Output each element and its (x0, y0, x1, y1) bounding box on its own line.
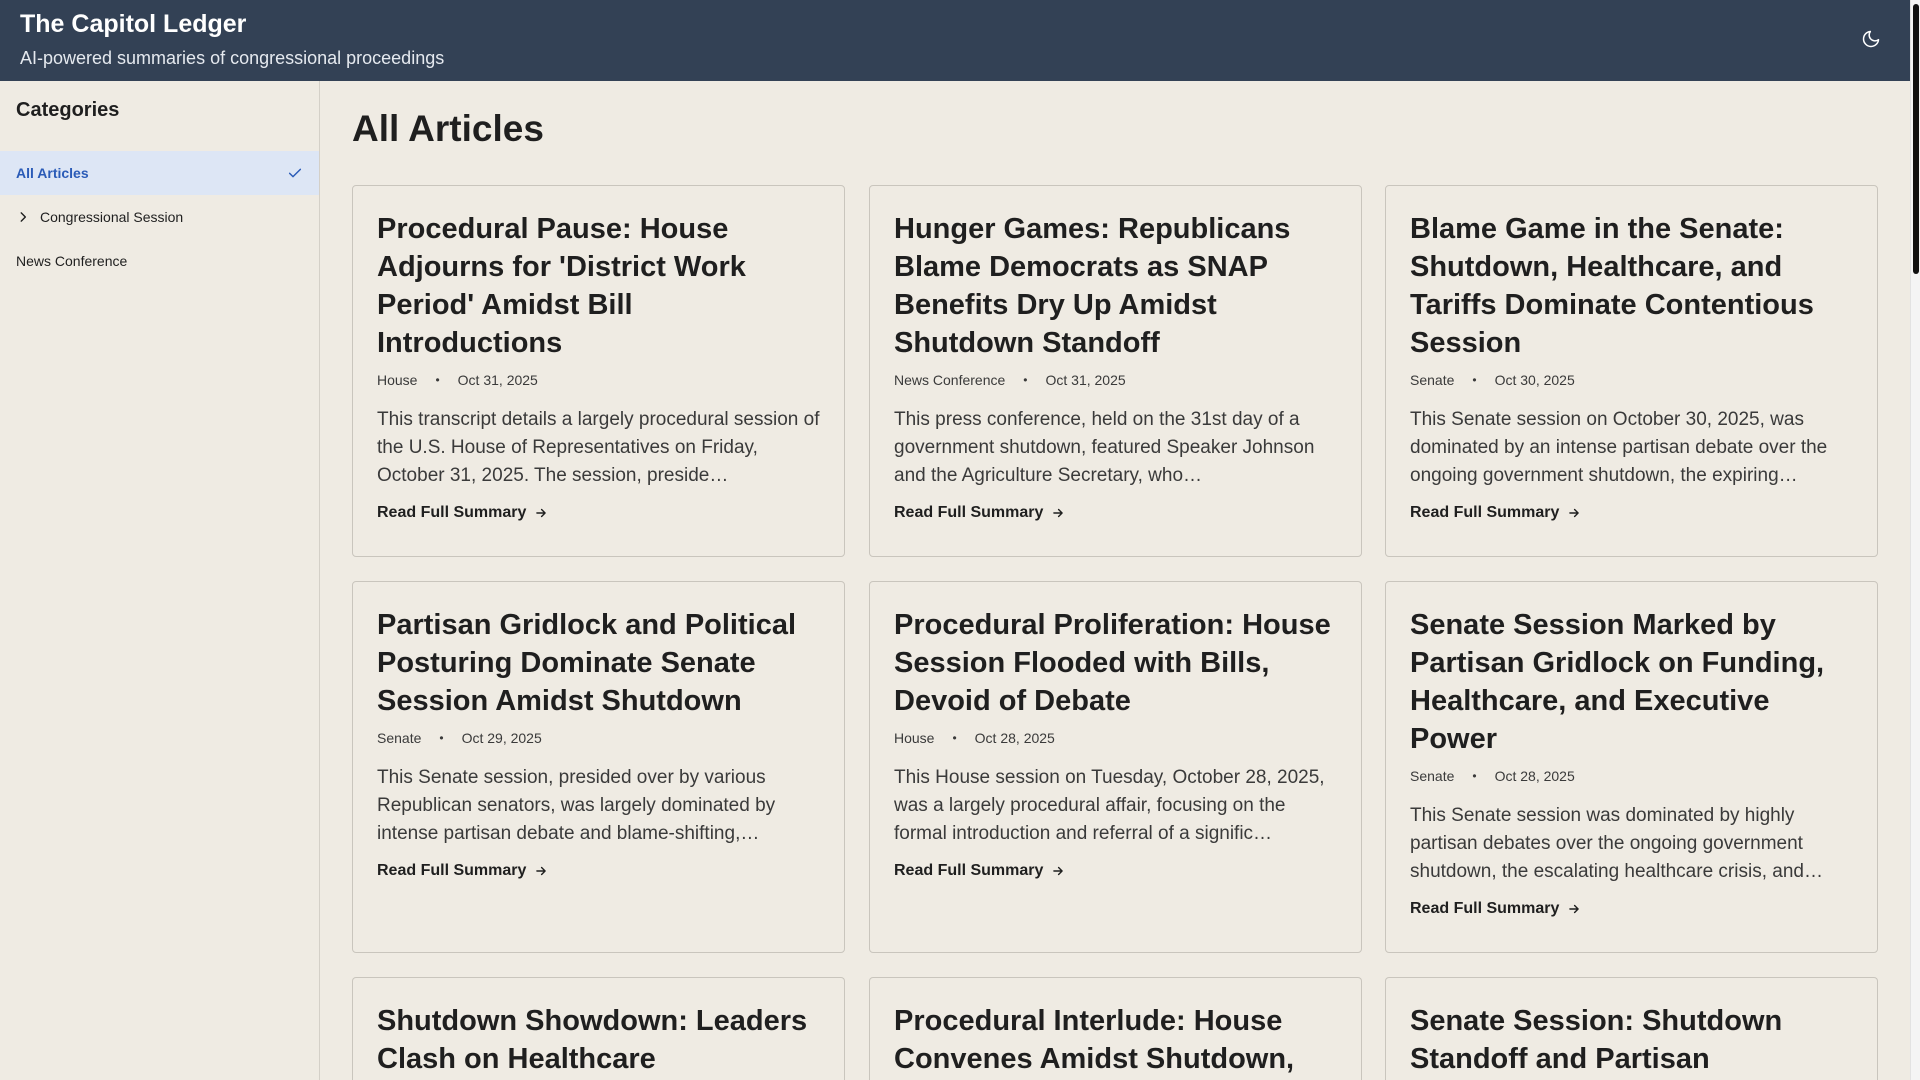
read-more-label: Read Full Summary (377, 862, 527, 879)
sidebar-item-news-conference[interactable] (0, 239, 319, 283)
article-card[interactable] (869, 581, 1362, 953)
article-card[interactable] (352, 185, 845, 557)
article-meta (377, 372, 820, 388)
sidebar-item-label: News Conference (16, 253, 128, 269)
article-category: News Conference (894, 372, 1006, 388)
read-more-label: Read Full Summary (894, 862, 1044, 879)
article-title[interactable]: Blame Game in the Senate: Shutdown, Healthcare, and Tariffs Dominate Contentious Session (1410, 213, 1814, 359)
article-summary: This Senate session, presided over by various Republican senators, was largely dominated by intense partisan debate and blame-shifting,… (377, 767, 776, 844)
meta-separator: • (1472, 769, 1477, 783)
article-category: Senate (1410, 372, 1455, 388)
article-title[interactable]: Partisan Gridlock and Political Posturing Dominate Senate Session Amidst Shutdown (377, 609, 797, 717)
article-card[interactable] (1385, 185, 1878, 557)
moon-icon (1861, 29, 1881, 54)
categories-sidebar (0, 81, 320, 1080)
arrow-right-icon (1567, 506, 1581, 520)
site-subtitle: AI-powered summaries of congressional proceedings (20, 48, 445, 68)
sidebar-item-all-articles[interactable] (0, 151, 319, 195)
article-date: Oct 31, 2025 (457, 372, 538, 388)
meta-separator: • (1023, 373, 1028, 387)
scrollbar-thumb[interactable] (1913, 4, 1919, 274)
article-title[interactable]: Hunger Games: Republicans Blame Democrats as SNAP Benefits Dry Up Amidst Shutdown Standoff (894, 213, 1291, 359)
read-more-label: Read Full Summary (377, 504, 527, 521)
read-full-summary-link[interactable] (377, 862, 548, 880)
article-title[interactable]: Shutdown Showdown: Leaders Clash on Healthcare (377, 1005, 808, 1075)
arrow-right-icon (1051, 864, 1065, 878)
article-date: Oct 31, 2025 (1045, 372, 1126, 388)
article-title[interactable]: Procedural Proliferation: House Session Flooded with Bills, Devoid of Debate (894, 609, 1331, 717)
article-category: House (377, 372, 418, 388)
article-meta (1410, 768, 1853, 784)
read-full-summary-link[interactable] (377, 504, 548, 522)
article-card[interactable] (869, 185, 1362, 557)
article-category: House (894, 730, 935, 746)
article-meta (894, 372, 1337, 388)
article-date: Oct 28, 2025 (1494, 768, 1575, 784)
sidebar-item-label: Congressional Session (40, 209, 184, 225)
app-header (0, 0, 1910, 81)
article-meta (377, 730, 820, 746)
sidebar-item-congressional-session[interactable] (0, 195, 319, 239)
page-title: All Articles (352, 108, 544, 149)
article-summary: This House session on Tuesday, October 28, 2025, was a largely procedural affair, focusing on the formal introduction and referral of a signific… (894, 767, 1325, 844)
page-scrollbar[interactable] (1910, 0, 1920, 1080)
read-more-label: Read Full Summary (1410, 504, 1560, 521)
article-date: Oct 30, 2025 (1494, 372, 1575, 388)
read-full-summary-link[interactable] (1410, 504, 1581, 522)
article-summary: This transcript details a largely procedural session of the U.S. House of Representatives on Friday, October 31, 2025. The session, preside… (377, 409, 820, 486)
check-icon (287, 165, 303, 184)
article-summary: This press conference, held on the 31st day of a government shutdown, featured Speaker Johnson and the Agriculture Secretary, who… (894, 409, 1315, 486)
arrow-right-icon (1567, 902, 1581, 916)
article-card[interactable] (869, 977, 1362, 1080)
article-title[interactable]: Senate Session: Shutdown Standoff and Partisan (1410, 1005, 1783, 1075)
meta-separator: • (435, 373, 440, 387)
article-meta (1410, 372, 1853, 388)
chevron-right-icon[interactable] (16, 210, 30, 224)
read-more-label: Read Full Summary (1410, 900, 1560, 917)
article-title[interactable]: Procedural Interlude: House Convenes Amidst Shutdown, (894, 1005, 1295, 1075)
meta-separator: • (1472, 373, 1477, 387)
article-date: Oct 28, 2025 (974, 730, 1055, 746)
article-category: Senate (1410, 768, 1455, 784)
arrow-right-icon (1051, 506, 1065, 520)
article-card[interactable] (1385, 581, 1878, 953)
theme-toggle-button[interactable] (1856, 26, 1886, 56)
article-card[interactable] (352, 977, 845, 1080)
article-card[interactable] (352, 581, 845, 953)
article-summary: This Senate session on October 30, 2025, was dominated by an intense partisan debate over the ongoing government shutdown, the expiring… (1410, 409, 1828, 486)
article-title[interactable]: Senate Session Marked by Partisan Gridlock on Funding, Healthcare, and Executive Power (1410, 609, 1825, 755)
article-title[interactable]: Procedural Pause: House Adjourns for 'District Work Period' Amidst Bill Introductions (377, 213, 746, 359)
article-date: Oct 29, 2025 (461, 730, 542, 746)
arrow-right-icon (534, 864, 548, 878)
read-full-summary-link[interactable] (894, 862, 1065, 880)
article-summary: This Senate session was dominated by highly partisan debates over the ongoing government shutdown, the escalating healthcare crisis, and… (1410, 805, 1823, 882)
meta-separator: • (439, 731, 444, 745)
site-title[interactable]: The Capitol Ledger (20, 10, 247, 38)
sidebar-heading: Categories (16, 99, 120, 121)
arrow-right-icon (534, 506, 548, 520)
article-category: Senate (377, 730, 422, 746)
meta-separator: • (952, 731, 957, 745)
read-more-label: Read Full Summary (894, 504, 1044, 521)
article-meta (894, 730, 1337, 746)
read-full-summary-link[interactable] (1410, 900, 1581, 918)
article-card[interactable] (1385, 977, 1878, 1080)
sidebar-item-label: All Articles (16, 165, 89, 181)
read-full-summary-link[interactable] (894, 504, 1065, 522)
